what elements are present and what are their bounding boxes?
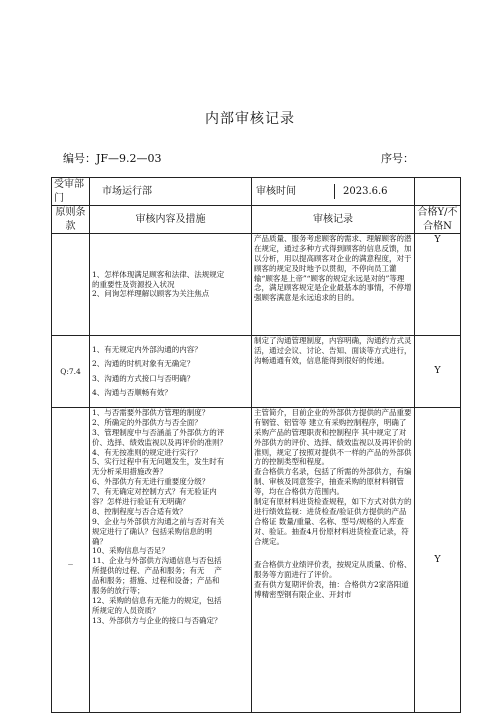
doc-number: 编号：JF—9.2—03	[63, 152, 162, 165]
col-clause: 原则条款	[52, 206, 90, 234]
list-item: 品和服务；措施、过程和设备；产品和	[92, 576, 220, 586]
doc-meta	[63, 150, 443, 166]
header-row	[52, 178, 461, 206]
row-clause: Q:7.4	[52, 336, 90, 408]
record-paragraph: 查有供方复期评价表，抽：合格供方2家洛阳道博精密型钢有限企业、开封市	[254, 580, 409, 600]
table-row	[52, 408, 461, 713]
list-item: 所规定的人员资质？	[92, 605, 160, 615]
list-item: 11、企业与外部供方沟通信息与否包括	[92, 556, 222, 566]
time-label: 审核时间	[252, 184, 335, 199]
list-item: 所提供的过程、产品和服务；有无 产	[92, 566, 222, 576]
list-item: 的重要性及资源投入状况	[92, 279, 175, 289]
row-content	[90, 408, 252, 713]
list-item: 7、有无确定对控制方式？有无验证内	[92, 487, 217, 497]
record-paragraph: 查合格供方业绩评价表，按规定从质量、价格、服务等方面进行了评价。	[254, 560, 412, 580]
page-title: 内部审核记录	[205, 111, 295, 127]
table-row	[52, 336, 461, 408]
record-paragraph: 主管简介，目前企业的外部供方提供的产品重要有钢管、铝管等 建立有采购控制程序，明确了采购产品的管理职责和控制程序 其中规定了对外部供方的评价、选择、绩效监视以及再评价的准则，规定了按照对提供不一样的产品的外部供方的控制类型和程度。	[254, 408, 412, 467]
time-value: 2023.6.6	[343, 186, 388, 197]
row-clause	[52, 234, 90, 336]
list-item: 无分析采用措施改善？	[92, 467, 167, 477]
row-clause: _	[52, 408, 90, 713]
list-item: 2、沟通的时机对象有无确定？	[92, 359, 195, 369]
audit-table	[51, 177, 461, 713]
column-header-row	[52, 206, 461, 234]
list-item: 12、采购的信息有无能力的规定，包括	[92, 595, 222, 605]
list-item: 10、采购信息与否足？	[92, 546, 170, 556]
dept-value: 市场运行部	[90, 178, 252, 206]
list-item: 6、外部供方有无进行重要度分级？	[92, 477, 210, 487]
list-item: 8、控制程度与否合适有效？	[92, 506, 187, 516]
row-result: Y	[415, 408, 461, 713]
list-item: 规定进行了确认？包括采购信息的明	[92, 526, 212, 536]
list-item: 13、外部供方与企业的接口与否确定？	[92, 615, 222, 625]
list-item: 1、与否需要外部供方管理的制度？	[92, 408, 210, 417]
row-record	[252, 408, 415, 713]
list-item: 2、所确定的外部供方与否全面？	[92, 417, 202, 427]
list-item: 容？怎样进行验证有无明确？	[92, 497, 190, 507]
table-row	[52, 234, 461, 336]
col-record: 审核记录	[252, 206, 415, 234]
row-content	[90, 234, 252, 336]
dept-label: 受审部门	[52, 178, 90, 206]
record-paragraph: 制定有原材料进货检查规程，如下方式对供方的进行绩效监视：进货检查/验证供方提供的产品合格证 数量/重量、名称、型号/规格的入库查对、验证。抽查4月份原材料进货检查记录，符合规定。	[254, 497, 412, 546]
list-item: 9、企业与外部供方沟通之前与否对有关	[92, 516, 225, 526]
list-item: 5、实行过程中有无问题发生，发生时有	[92, 457, 225, 467]
list-item: 3、沟通的方式接口与否明确？	[92, 373, 195, 383]
list-item: 价、选择、绩效监视以及再评价的准则？	[92, 437, 227, 447]
record-paragraph: 查合格供方名录，包括了所需的外部供方，有编制、审核及同意签字，抽查采购的原材料钢管等，均在合格供方范围内。	[254, 467, 412, 497]
time-cell	[252, 178, 415, 206]
row-record: 产品质量、服务考虑顾客的需求、理解顾客的潜在规定，通过多种方式得到顾客的信息反馈，加以分析，用以提高顾客对企业的满意程度，对于顾客的规定及时地予以贯彻，不停向员工灌输“顾客是上帝”“顾客的规定永远是对的”等理念，满足顾客规定是企业最基本的事情，不停增强顾客满意是永远追求的目的。	[252, 234, 415, 336]
list-item: 4、有无按准则的规定进行实行？	[92, 447, 202, 457]
header-blank	[415, 178, 461, 206]
list-item: 3、管理制度中与否涵盖了外部供方的评	[92, 427, 225, 437]
col-result: 合格Y/不合格N	[415, 206, 461, 234]
row-record: 制定了沟通管理制度，内容明确，沟通约方式灵活，通过会议、讨论、告知、面谈等方式进行，沟畅通通有效，信息能得到很好的传递。	[252, 336, 415, 408]
row-content	[90, 336, 252, 408]
list-item: 确？	[92, 536, 107, 546]
list-item: 4、沟通与否顺畅有效？	[92, 387, 172, 397]
sequence-label: 序号：	[381, 152, 414, 165]
list-item: 服务的放行等；	[92, 586, 145, 596]
col-content: 审核内容及措施	[90, 206, 252, 234]
list-item: 1、有无规定内外部沟通的内容？	[92, 345, 202, 354]
row-result: Y	[415, 234, 461, 336]
row-result: Y	[415, 336, 461, 408]
list-item: 2、问询怎样理解以顾客为关注焦点	[92, 289, 210, 299]
list-item: 1、怎样体现满足顾客和法律、法规规定	[92, 269, 225, 279]
